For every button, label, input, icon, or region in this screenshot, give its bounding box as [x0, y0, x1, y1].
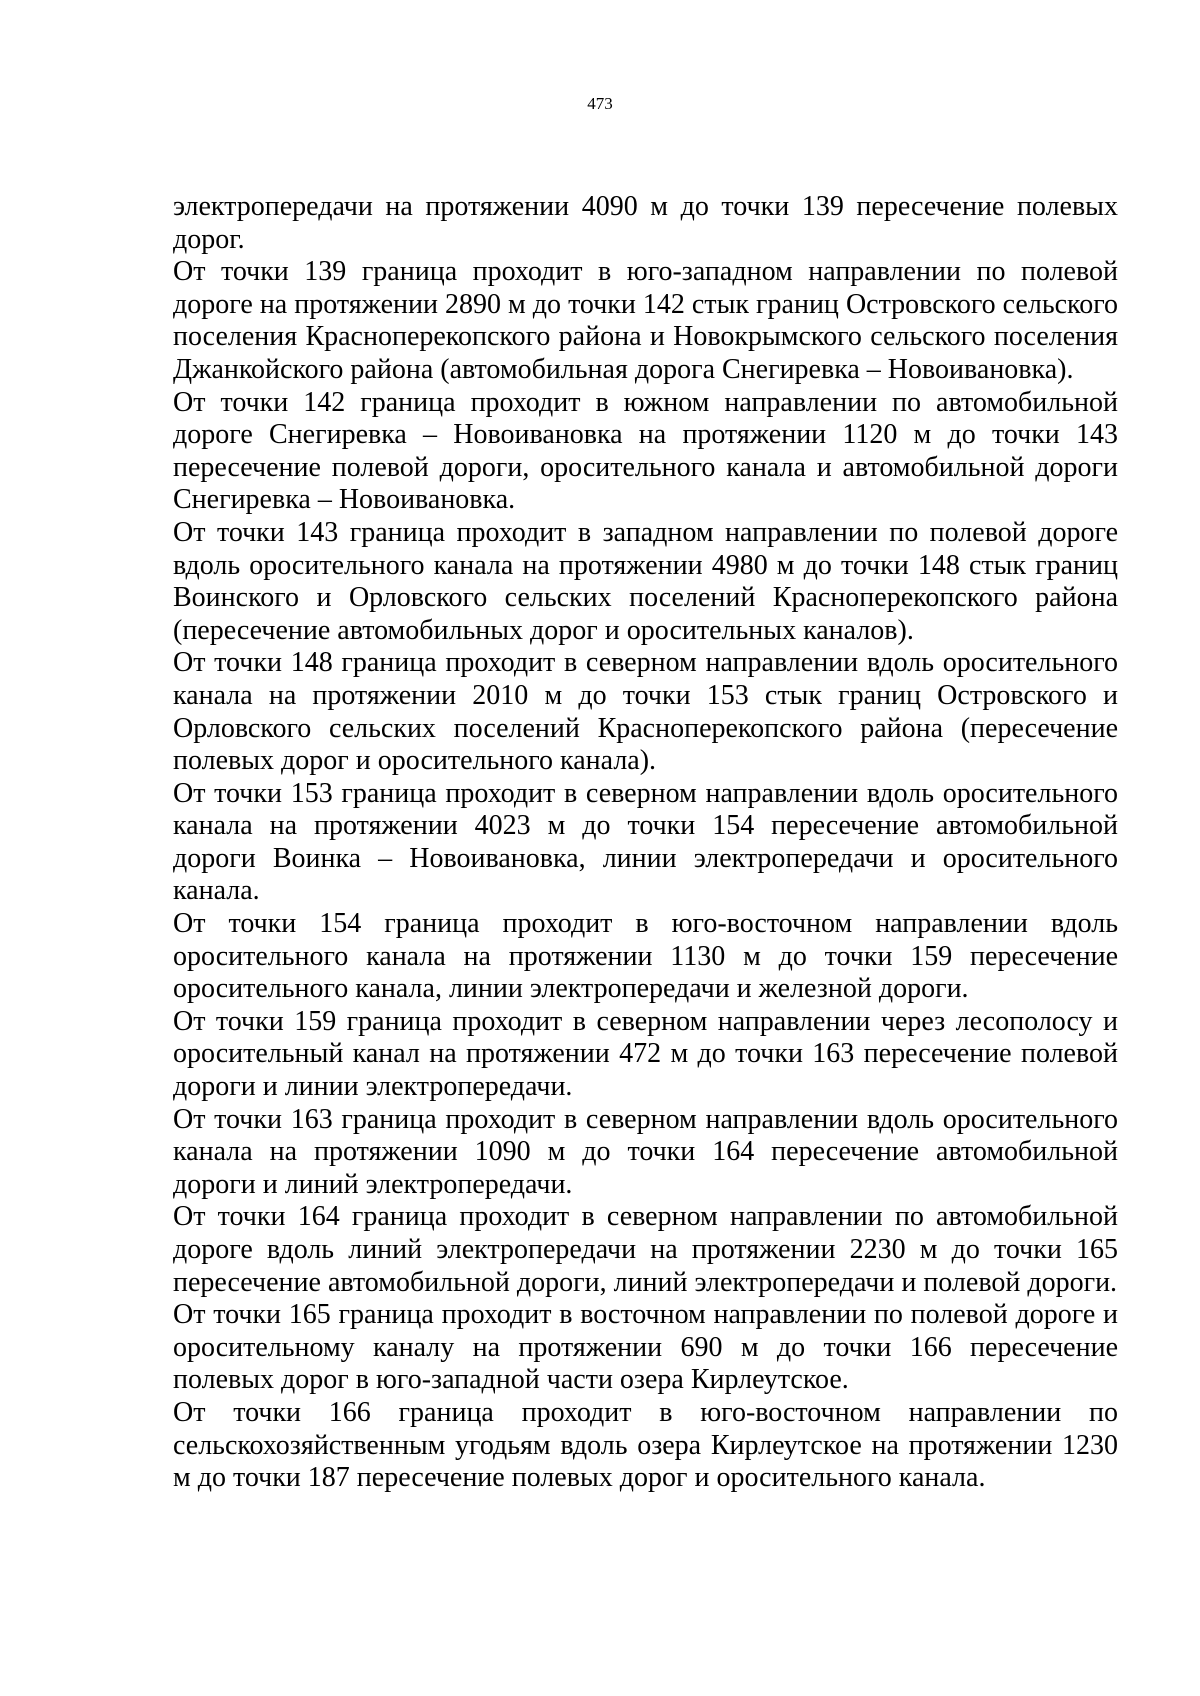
paragraph: электропередачи на протяжении 4090 м до точки 139 пересечение полевых дорог. [173, 191, 1118, 255]
paragraph: От точки 148 граница проходит в северном направлении вдоль оросительного канала на протяжении 2010 м до точки 153 стык границ Островского и Орловского сельских поселений Красноперекопского района (пересечение полевых дорог и оросительного канала). [173, 647, 1118, 777]
paragraph: От точки 139 граница проходит в юго-западном направлении по полевой дороге на протяжении 2890 м до точки 142 стык границ Островского сельского поселения Красноперекопского района и Новокрымского сельского поселения Джанкойского района (автомобильная дорога Снегиревка – Новоивановка). [173, 256, 1118, 385]
page-number: 473 [587, 94, 613, 113]
paragraph: От точки 164 граница проходит в северном направлении по автомобильной дороге вдоль линий электропередачи на протяжении 2230 м до точки 165 пересечение автомобильной дороги, линий электропередачи и полевой дороги. [173, 1201, 1118, 1298]
paragraph: От точки 165 граница проходит в восточном направлении по полевой дороге и оросительному каналу на протяжении 690 м до точки 166 пересечение полевых дорог в юго-западной части озера Кирлеутское. [173, 1299, 1118, 1396]
paragraph: От точки 163 граница проходит в северном направлении вдоль оросительного канала на протяжении 1090 м до точки 164 пересечение автомобильной дороги и линий электропередачи. [173, 1103, 1118, 1200]
paragraph: От точки 153 граница проходит в северном направлении вдоль оросительного канала на протяжении 4023 м до точки 154 пересечение автомобильной дороги Воинка – Новоивановка, линии электропередачи и оросительного канала. [173, 777, 1118, 907]
paragraph: От точки 166 граница проходит в юго-восточном направлении по сельскохозяйственным угодьям вдоль озера Кирлеутское на протяжении 1230 м до точки 187 пересечение полевых дорог и оросительного канала. [173, 1396, 1118, 1494]
paragraph: От точки 142 граница проходит в южном направлении по автомобильной дороге Снегиревка – Новоивановка на протяжении 1120 м до точки 143 пересечение полевой дороги, оросительного канала и автомобильной дороги Снегиревка – Новоивановка. [173, 386, 1118, 516]
document-body [173, 191, 1118, 1495]
paragraph: От точки 154 граница проходит в юго-восточном направлении вдоль оросительного канала на протяжении 1130 м до точки 159 пересечение оросительного канала, линии электропередачи и железной дороги. [173, 908, 1118, 1005]
paragraph: От точки 159 граница проходит в северном направлении через лесополосу и оросительный канал на протяжении 472 м до точки 163 пересечение полевой дороги и линии электропередачи. [173, 1005, 1118, 1103]
paragraph: От точки 143 граница проходит в западном направлении по полевой дороге вдоль оросительного канала на протяжении 4980 м до точки 148 стык границ Воинского и Орловского сельских поселений Красноперекопского района (пересечение автомобильных дорог и оросительных каналов). [173, 516, 1118, 646]
